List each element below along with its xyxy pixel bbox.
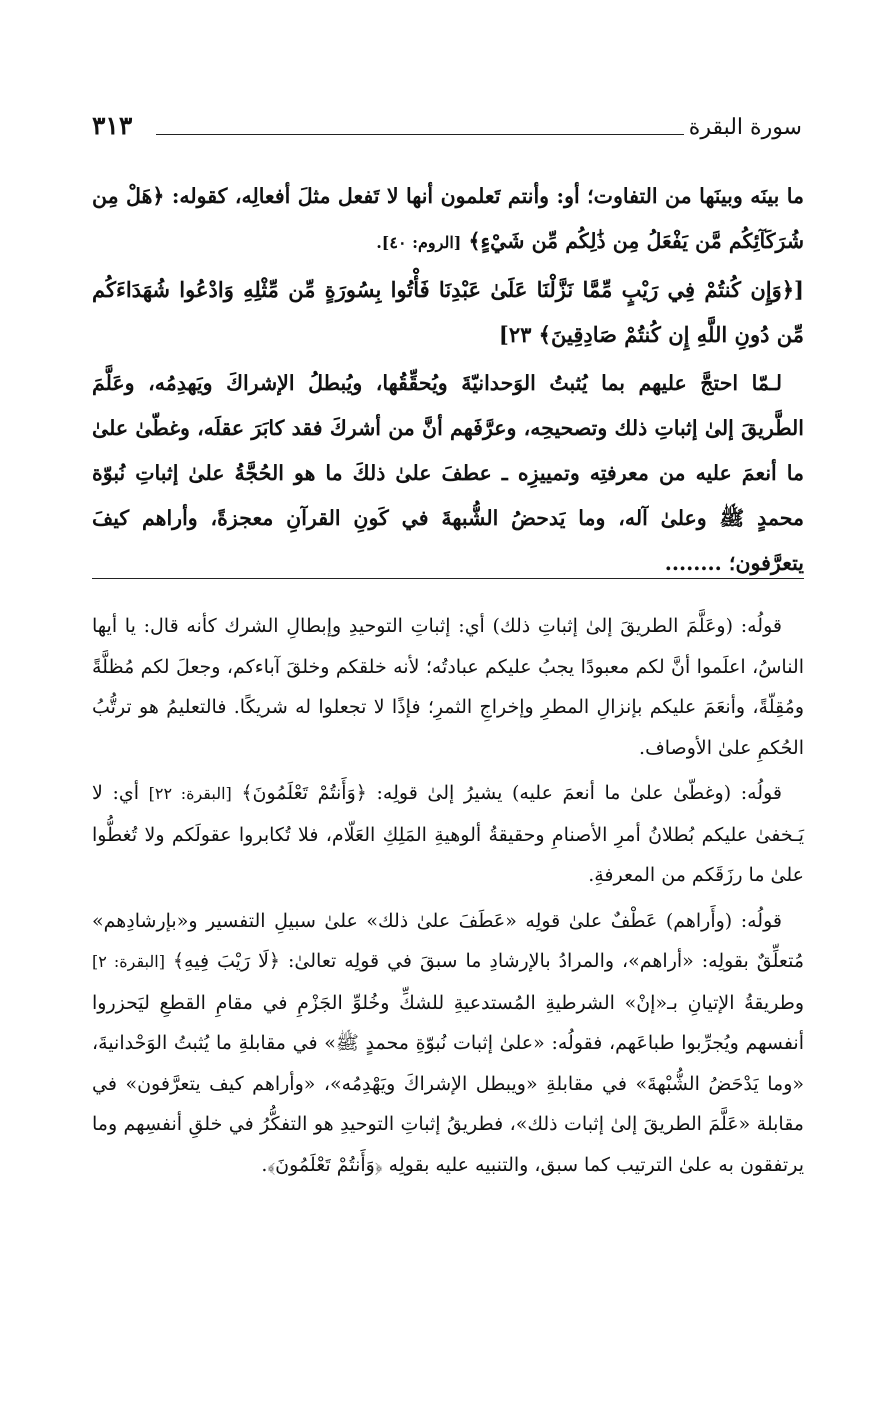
quran-verse: [﴿وَإِن كُنتُمْ فِي رَيْبٍ مِّمَّا نَزَّلْنَا عَلَىٰ عَبْدِنَا فَأْتُوا بِسُورَةٍ مِّن مِّثْلِهِ وَادْعُوا شُهَدَاءَكُم مِّن دُونِ اللَّهِ إِن كُنتُمْ صَادِقِينَ﴾ ٢٣] xyxy=(92,277,804,347)
commentary-paragraph-2 xyxy=(92,773,804,896)
commentary-paragraph-3-part-b: وطريقةُ الإتيانِ بـ«إنْ» الشرطيةِ المُستدعيةِ للشكِّ وخُلوِّ الجَزْمِ في مقامِ القطعِ ليَحزروا أنفسهم ويُجرِّبوا طباعَهم، فقولُه: «علىٰ إثبات نُبوّةِ محمدٍ ﷺ» في مقابلةِ ما يُثبتُ الوَحْدانيةَ، «وما يَدْحَضُ الشُّبْهةَ» في مقابلةِ «ويبطل الإشراكَ ويَهْدِمُه»، «وأراهم كيف يتعرَّفون» في مقابلة «عَلَّمَ الطريقَ إلىٰ إثبات ذلك»، فطريقُ إثباتِ التوحيدِ هو التفكُّرُ في خلقِ أنفسِهم وما يرتفقون به علىٰ الترتيب كما سبق، والتنبيه عليه بقولِه ﴿وَأَنتُمْ تَعْلَمُونَ﴾. xyxy=(92,991,804,1176)
main-line-1 xyxy=(92,174,804,265)
page-number: ٣١٣ xyxy=(92,111,133,140)
page-header xyxy=(92,112,802,152)
commentary-paragraph-2-part-b: أي: لا يَـخفىٰ عليكم بُطلانُ أمرِ الأصنامِ وحقيقةُ ألوهيةِ المَلِكِ العَلّام، فلا تُكابروا عقولَكم ولا تُغطُّوا علىٰ ما رزَقَكم من المعرفةِ. xyxy=(92,782,804,886)
commentary-paragraph-1: قولُه: (وعَلَّمَ الطريقَ إلىٰ إثباتِ ذلك) أي: إثباتِ التوحيدِ وإبطالِ الشرك كأنه قال: يا أيها الناسُ، اعلَموا أنَّ لكم معبودًا يجبُ عليكم عبادتُه؛ لأنه خلقكم وخلقَ آباءكم، وجعلَ لكم مُظلَّةً ومُقِلّةً، وأنعَمَ عليكم بإنزالِ المطرِ وإخراجِ الثمرِ؛ فإذًا لا تجعلوا له شريكًا. فالتعليمُ هو ترتُّبُ الحُكمِ علىٰ الأوصاف. xyxy=(92,615,804,759)
main-line-1-reference: [الروم: ٤٠]. xyxy=(376,233,462,252)
main-line-1-text: ما بينَه وبينَها من التفاوت؛ أو: وأنتم تَعلمون أنها لا تَفعل مثلَ أفعالِه، كقوله: ﴿هَلْ مِن شُرَكَآئِكُم مَّن يَفْعَلُ مِن ذَٰلِكُم مِّن شَيْءٍ﴾ xyxy=(92,184,804,253)
main-explanation: لـمّا احتجَّ عليهم بما يُثبتُ الوَحدانيّةَ ويُحقِّقُها، ويُبطلُ الإشراكَ ويَهدِمُه، وعَلَّمَ الطَّريقَ إلىٰ إثباتِ ذلك وتصحيحِه، وعرَّفَهم أنَّ من أشركَ فقد كابَرَ عقلَه، وغطّىٰ علىٰ ما أنعمَ عليه من معرفتِه وتمييزِه ـ عطفَ علىٰ ذلكَ ما هو الحُجَّةُ علىٰ إثباتِ نُبوّة محمدٍ ﷺ وعلىٰ آله، وما يَدحضُ الشُّبهةَ في كَونِ القرآنِ معجزةً، وأراهم كيفَ يتعرَّفون؛ ........ xyxy=(92,371,804,575)
commentary-paragraph-2-reference: [البقرة: ٢٢] xyxy=(148,784,232,803)
commentary-paragraph-2-part-a: قولُه: (وغطّىٰ علىٰ ما أنعمَ عليه) يشيرُ إلىٰ قولِه: ﴿وَأَنتُمْ تَعْلَمُونَ﴾ xyxy=(231,782,782,804)
commentary-paragraph-3 xyxy=(92,901,804,1186)
header-rule xyxy=(156,134,684,135)
commentary-paragraph-3-reference: [البقرة: ٢] xyxy=(92,952,165,971)
surah-title: سورة البقرة xyxy=(688,115,802,140)
footnote-divider xyxy=(92,578,804,579)
commentary-paragraph-3-part-a: قولُه: (وأَراهم) عَطْفٌ علىٰ قولِه «عَطَفَ علىٰ ذلك» علىٰ سبيلِ التفسير و«بإرشادِهم» مُتعلِّقٌ بقولِه: «أراهم»، والمرادُ بالإرشادِ ما سبقَ في قولِه تعالىٰ: ﴿لَا رَيْبَ فِيهِ﴾ xyxy=(92,909,805,972)
commentary xyxy=(92,606,804,1190)
main-text xyxy=(92,174,804,586)
